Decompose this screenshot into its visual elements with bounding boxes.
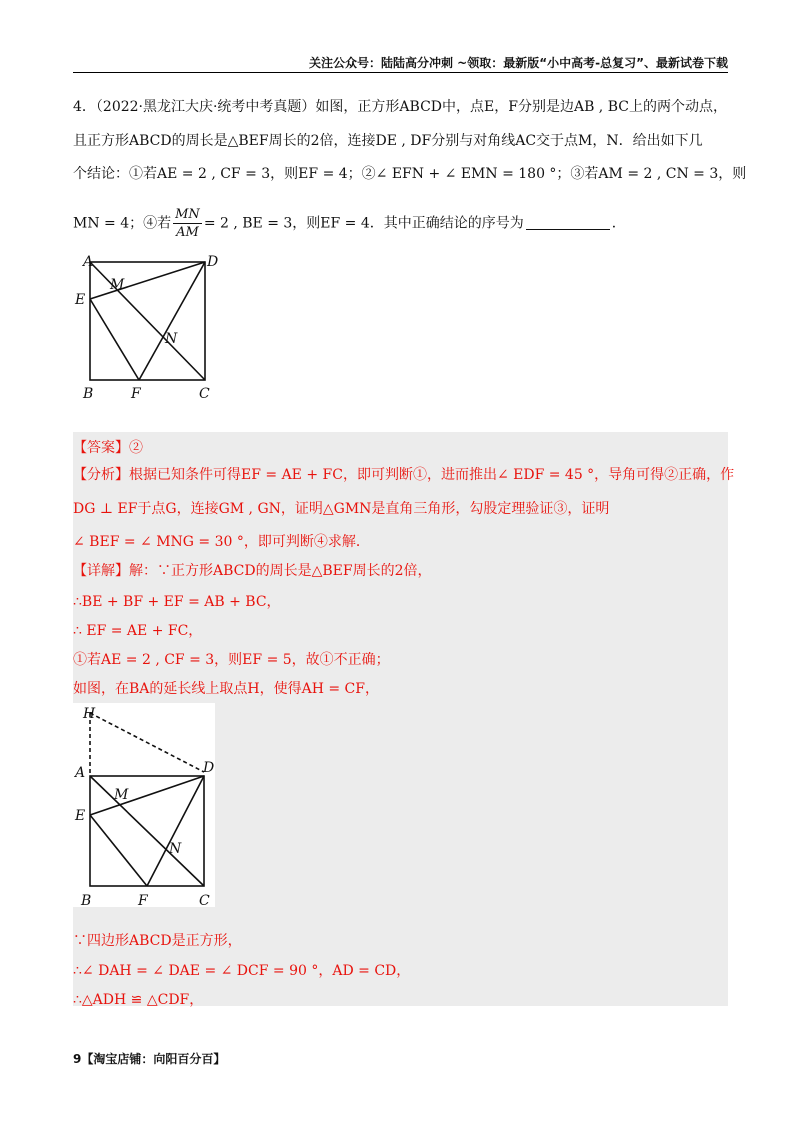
fraction-denominator: AM (176, 225, 199, 240)
fraction-numerator: MN (175, 207, 200, 222)
analysis-line-3: ∠ BEF = ∠ MNG = 30 °，即可判断④求解． (73, 534, 370, 550)
label-m: M (110, 277, 125, 293)
question-line-2: 且正方形ABCD的周长是△BEF周长的2倍，连接DE , DF分别与对角线AC交于点M，N．给出如下几 (73, 133, 703, 149)
figure-square-abcd (73, 250, 233, 410)
page-footer: 9【淘宝店铺：向阳百分百】 (73, 1052, 226, 1066)
segment-ef (90, 299, 139, 380)
figure-2-bottom-labels (73, 888, 233, 912)
detail-line-3: ∴ EF = AE + FC， (73, 623, 203, 639)
question-line-4 (73, 206, 626, 241)
label-f-2: F (138, 893, 148, 909)
analysis-line-2: DG ⊥ EF于点G，连接GM , GN，证明△GMN是直角三角形，勾股定理验证③，证明 (73, 501, 610, 517)
detail-line-6: ∵四边形ABCD是正方形， (73, 933, 242, 949)
label-d-2: D (203, 760, 215, 776)
label-d: D (207, 254, 219, 270)
answer-blank (526, 229, 610, 230)
dashed-hd (90, 713, 204, 772)
detail-line-8: ∴△ADH ≌ △CDF， (73, 992, 204, 1008)
label-c: C (199, 386, 210, 402)
question-line-4-start: MN = 4；④若 (73, 215, 172, 232)
detail-line-7: ∴∠ DAH = ∠ DAE = ∠ DCF = 90 °，AD = CD， (73, 963, 411, 979)
detail-line-4: ①若AE = 2 , CF = 3，则EF = 5，故①不正确； (73, 652, 390, 668)
detail-line-2: ∴BE + BF + EF = AB + BC， (73, 594, 281, 610)
label-a-2: A (75, 765, 86, 781)
diagonal-ac-2 (90, 776, 204, 886)
fraction-mn-over-am (173, 206, 202, 241)
answer-tag: 【答案】② (73, 440, 143, 456)
analysis-text-1: 根据已知条件可得EF = AE + FC，即可判断①，进而推出∠ EDF = 45 °，导角可得②正确，作 (129, 467, 735, 483)
page-header: 关注公众号：陆陆高分冲刺 ~领取：最新版“小中高考-总复习”、最新试卷下载 (309, 56, 728, 70)
label-b: B (83, 386, 94, 402)
detail-text-1: 解：∵正方形ABCD的周长是△BEF周长的2倍， (129, 563, 432, 579)
label-e-2: E (75, 808, 86, 824)
analysis-line-1 (73, 464, 734, 484)
label-m-2: M (114, 787, 129, 803)
label-h: H (83, 706, 96, 722)
label-a: A (83, 254, 94, 270)
label-f: F (131, 386, 141, 402)
question-line-4-end: ． (611, 215, 626, 232)
label-e: E (75, 292, 86, 308)
header-rule (73, 72, 728, 73)
figure-with-point-h (73, 703, 215, 907)
question-line-3: 个结论：①若AE = 2 , CF = 3，则EF = 4；②∠ EFN + ∠ EMN = 180 °；③若AM = 2 , CN = 3，则 (73, 166, 747, 182)
detail-line-1 (73, 560, 432, 580)
detail-tag: 【详解】 (73, 563, 129, 579)
segment-ef-2 (90, 815, 147, 886)
question-line-1: 4．（2022·黑龙江大庆·统考中考真题）如图，正方形ABCD中，点E，F分别是边AB , BC上的两个动点， (73, 99, 727, 115)
label-n: N (165, 331, 178, 347)
label-c-2: C (199, 893, 210, 909)
detail-line-5: 如图，在BA的延长线上取点H，使得AH = CF， (73, 681, 379, 697)
label-n-2: N (169, 841, 182, 857)
analysis-tag: 【分析】 (73, 467, 129, 483)
label-b-2: B (81, 893, 92, 909)
question-line-4-middle: = 2 , BE = 3，则EF = 4．其中正确结论的序号为 (203, 215, 524, 232)
